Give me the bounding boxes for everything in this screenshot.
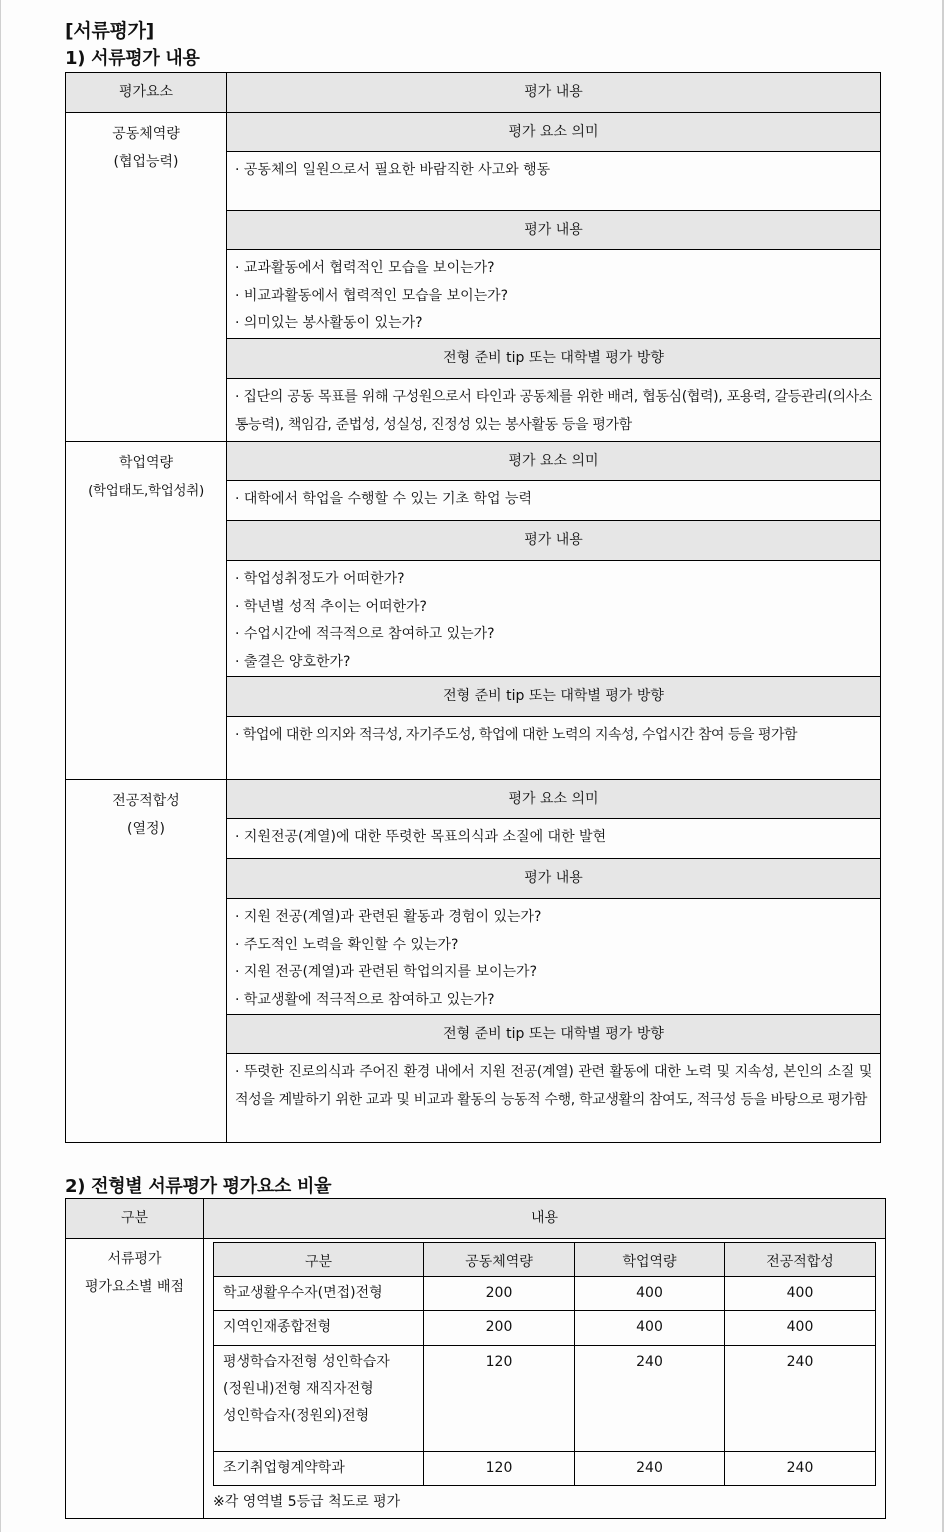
table-cell bbox=[423, 1276, 575, 1311]
element-cell-academic bbox=[65, 441, 227, 780]
element-name: 학업역량 bbox=[118, 455, 174, 471]
ratio-header-label: 내용 bbox=[530, 1210, 559, 1226]
row-label-line: 성인학습자(정원외)전형 bbox=[223, 1408, 370, 1424]
header-content-label: 평가 내용 bbox=[524, 84, 583, 100]
score-col-header bbox=[213, 1242, 424, 1277]
ratio-row-label-cell bbox=[65, 1238, 204, 1519]
col-header-label: 구분 bbox=[304, 1254, 333, 1270]
cell-value: 400 bbox=[636, 1319, 663, 1335]
table-cell bbox=[724, 1451, 876, 1486]
table-cell bbox=[724, 1345, 876, 1452]
subheader-tip bbox=[226, 1014, 881, 1054]
grading-note: ※각 영역별 5등급 척도로 평가 bbox=[213, 1494, 401, 1510]
content-line: · 지원 전공(계열)과 관련된 학업의지를 보이는가? bbox=[235, 964, 538, 980]
table-cell bbox=[724, 1310, 876, 1346]
cell-value: 400 bbox=[786, 1319, 814, 1335]
subheader-content bbox=[226, 520, 881, 561]
tip-text: · 뚜렷한 진로의식과 주어진 환경 내에서 지원 전공(계열) 관련 활동에 대한 노력 및 지속성, 본인의 소질 및 적성을 계발하기 위한 교과 및 비교과 활동의 능동적 수행, 학교생활의 참여도, 적극성 등을 바탕으로 평가함 bbox=[235, 1064, 872, 1108]
tip-text: · 학업에 대한 의지와 적극성, 자기주도성, 학업에 대한 노력의 지속성, 수업시간 참여 등을 평가함 bbox=[235, 727, 798, 743]
table-cell bbox=[423, 1451, 575, 1486]
content-line: · 학교생활에 적극적으로 참여하고 있는가? bbox=[235, 991, 495, 1008]
score-col-header bbox=[423, 1242, 575, 1277]
meaning-body bbox=[226, 480, 881, 521]
element-cell-major-fit bbox=[65, 779, 227, 1143]
cell-value: 120 bbox=[485, 1354, 513, 1370]
cell-value: 240 bbox=[636, 1460, 663, 1476]
cell-value: 240 bbox=[786, 1354, 814, 1370]
cell-value: 120 bbox=[485, 1460, 513, 1476]
cell-value: 400 bbox=[786, 1285, 814, 1301]
row-label-line: 서류평가 bbox=[107, 1251, 162, 1267]
table-cell bbox=[423, 1310, 575, 1346]
header-element bbox=[65, 72, 227, 113]
row-label-line: (정원내)전형 재직자전형 bbox=[223, 1381, 374, 1397]
table-row-label bbox=[213, 1276, 424, 1311]
element-sub: (학업태도,학업성취) bbox=[88, 483, 204, 499]
row-label: 조기취업형계약학과 bbox=[223, 1460, 345, 1476]
element-sub: (열정) bbox=[127, 821, 165, 837]
row-label-line: 평가요소별 배점 bbox=[84, 1279, 185, 1295]
row-label: 지역인재종합전형 bbox=[223, 1319, 332, 1335]
subheader-label: 평가 내용 bbox=[524, 870, 583, 886]
content-body bbox=[226, 560, 881, 677]
subheader-label: 평가 내용 bbox=[524, 222, 583, 238]
meaning-line: · 지원전공(계열)에 대한 뚜렷한 목표의식과 소질에 대한 발현 bbox=[235, 829, 607, 845]
subheader-label: 전형 준비 tip 또는 대학별 평가 방향 bbox=[443, 688, 664, 704]
header-element-label: 평가요소 bbox=[118, 84, 174, 100]
table-cell bbox=[423, 1345, 575, 1452]
document-heading: [서류평가] bbox=[65, 20, 154, 42]
table-row-label bbox=[213, 1451, 424, 1486]
meaning-line: · 대학에서 학업을 수행할 수 있는 기초 학업 능력 bbox=[235, 491, 533, 507]
ratio-header-category bbox=[65, 1198, 204, 1239]
table-row-label bbox=[213, 1310, 424, 1346]
subheader-label: 전형 준비 tip 또는 대학별 평가 방향 bbox=[443, 350, 664, 366]
cell-value: 240 bbox=[786, 1460, 814, 1476]
score-col-header bbox=[574, 1242, 725, 1277]
content-body bbox=[226, 898, 881, 1015]
meaning-line: · 공동체의 일원으로서 필요한 바람직한 사고와 행동 bbox=[235, 162, 551, 178]
row-label: 학교생활우수자(면접)전형 bbox=[223, 1285, 383, 1301]
subheader-content bbox=[226, 858, 881, 899]
content-line: · 수업시간에 적극적으로 참여하고 있는가? bbox=[235, 626, 495, 642]
section1-title: 1) 서류평가 내용 bbox=[65, 48, 200, 69]
element-name: 전공적합성 bbox=[112, 793, 180, 809]
content-line: · 출결은 양호한가? bbox=[235, 653, 351, 670]
subheader-label: 평가 요소 의미 bbox=[508, 124, 599, 140]
subheader-meaning bbox=[226, 441, 881, 481]
ratio-header-label: 구분 bbox=[120, 1210, 149, 1226]
element-name: 공동체역량 bbox=[112, 126, 180, 142]
subheader-meaning bbox=[226, 779, 881, 819]
tip-body bbox=[226, 378, 881, 442]
section2-title: 2) 전형별 서류평가 평가요소 비율 bbox=[65, 1176, 332, 1197]
cell-value: 200 bbox=[485, 1285, 513, 1301]
content-line: · 주도적인 노력을 확인할 수 있는가? bbox=[235, 936, 459, 953]
subheader-label: 평가 요소 의미 bbox=[508, 791, 599, 807]
subheader-content bbox=[226, 210, 881, 250]
score-col-header bbox=[724, 1242, 876, 1277]
cell-value: 240 bbox=[636, 1354, 663, 1370]
subheader-label: 평가 요소 의미 bbox=[508, 453, 599, 469]
col-header-label: 전공적합성 bbox=[766, 1254, 834, 1270]
content-body bbox=[226, 249, 881, 339]
col-header-label: 학업역량 bbox=[622, 1254, 677, 1270]
table-cell bbox=[574, 1345, 725, 1452]
tip-text: · 집단의 공동 목표를 위해 구성원으로서 타인과 공동체를 위한 배려, 협동심(협력), 포용력, 갈등관리(의사소통능력), 책임감, 준법성, 성실성, 진정성 있는 봉사활동 등을 평가함 bbox=[235, 389, 872, 433]
table-cell bbox=[574, 1276, 725, 1311]
row-label-line: 평생학습자전형 성인학습자 bbox=[223, 1354, 390, 1370]
content-line: · 비교과활동에서 협력적인 모습을 보이는가? bbox=[235, 287, 509, 304]
subheader-label: 전형 준비 tip 또는 대학별 평가 방향 bbox=[443, 1026, 664, 1042]
header-content bbox=[226, 72, 881, 113]
content-line: · 의미있는 봉사활동이 있는가? bbox=[235, 315, 423, 331]
meaning-body bbox=[226, 818, 881, 859]
content-line: · 학년별 성적 추이는 어떠한가? bbox=[235, 598, 427, 615]
element-sub: (협업능력) bbox=[113, 154, 179, 170]
table-cell bbox=[574, 1310, 725, 1346]
content-line: · 지원 전공(계열)과 관련된 활동과 경험이 있는가? bbox=[235, 909, 542, 925]
table-cell bbox=[724, 1276, 876, 1311]
subheader-label: 평가 내용 bbox=[524, 532, 583, 548]
col-header-label: 공동체역량 bbox=[465, 1254, 533, 1270]
table-row-label bbox=[213, 1345, 424, 1452]
subheader-tip bbox=[226, 676, 881, 717]
cell-value: 200 bbox=[485, 1319, 513, 1335]
table-cell bbox=[574, 1451, 725, 1486]
cell-value: 400 bbox=[636, 1285, 663, 1301]
subheader-meaning bbox=[226, 112, 881, 152]
subheader-tip bbox=[226, 338, 881, 379]
element-cell-community bbox=[65, 112, 227, 442]
content-line: · 교과활동에서 협력적인 모습을 보이는가? bbox=[235, 260, 495, 276]
tip-body bbox=[226, 1053, 881, 1143]
ratio-header-content bbox=[203, 1198, 886, 1239]
content-line: · 학업성취정도가 어떠한가? bbox=[235, 571, 405, 587]
tip-body bbox=[226, 716, 881, 780]
meaning-body bbox=[226, 151, 881, 211]
